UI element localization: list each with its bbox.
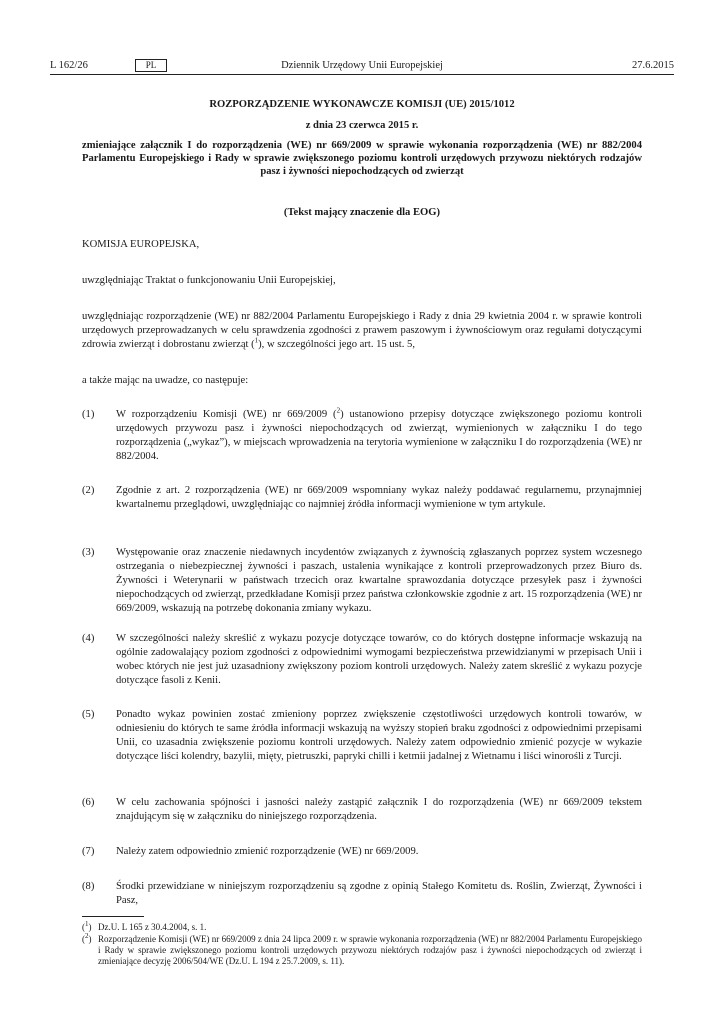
publication-date: 27.6.2015 bbox=[632, 60, 674, 71]
page-header bbox=[50, 58, 674, 75]
recital-number: (6) bbox=[82, 797, 95, 808]
citation-text-b: ), w szczególności jego art. 15 ust. 5, bbox=[258, 339, 415, 350]
recital-text: Zgodnie z art. 2 rozporządzenia (WE) nr 669/2009 wspomniany wykaz należy poddawać regularnemu, przynajmniej kwartalnemu przeglądowi, uwzględniając co najmniej źródła informacji wymienione w tym artykule. bbox=[116, 485, 642, 510]
footnote-mark: ($^2$) bbox=[82, 932, 92, 944]
regulation-subject: zmieniające załącznik I do rozporządzenia (WE) nr 669/2009 w sprawie wykonania rozporządzenia (WE) nr 882/2004 Parlamentu Europejskiego i Rady w sprawie zwiększonego poziomu kontroli urzędowych przywozu niektórych rodzajów pasz i żywności niepochodzących od zwierząt bbox=[82, 140, 642, 177]
recital-number: (2) bbox=[82, 485, 95, 496]
journal-title: Dziennik Urzędowy Unii Europejskiej bbox=[281, 60, 443, 71]
eea-relevance: (Tekst mający znaczenie dla EOG) bbox=[283, 207, 441, 218]
footnote-ref[interactable]: 1 bbox=[254, 336, 259, 345]
journal-reference: L 162/26 bbox=[50, 60, 88, 71]
recital-text: Występowanie oraz znaczenie niedawnych incydentów związanych z żywnością zgłaszanych poprzez system wczesnego ostrzegania o niebezpiecznej żywności i paszach, ustalenia wynikające z kontroli przeprowadzonych przez Biuro ds. Żywności i Weterynarii w państwach trzecich oraz kwartalne sprawozdania dotyczące przesyłek pasz i żywności niepochodzących od zwierząt, przedkładane Komisji przez państwa członkowskie zgodnie z art. 15 rozporządzenia (WE) nr 669/2009, wskazują na potrzebę dokonania zmiany wykazu. bbox=[116, 547, 642, 614]
recital-number: (3) bbox=[82, 547, 95, 558]
commission-heading: KOMISJA EUROPEJSKA, bbox=[82, 239, 200, 250]
treaty-citation: uwzględniając Traktat o funkcjonowaniu Unii Europejskiej, bbox=[82, 275, 336, 286]
footnote-mark-number: 2 bbox=[85, 932, 89, 940]
recital-number: (8) bbox=[82, 881, 95, 892]
footnote-divider bbox=[82, 916, 144, 917]
footnote-mark: ($^1$) bbox=[82, 920, 92, 932]
citation-text-a: uwzględniając rozporządzenie (WE) nr 882/2004 Parlamentu Europejskiego i Rady z dnia 29 kwietnia 2004 r. w sprawie kontroli urzędowych przeprowadzanych w celu sprawdzenia zgodności z prawem paszowym i żywnościowym oraz regułami dotyczącymi zdrowia zwierząt i dobrostanu zwierząt ( bbox=[82, 311, 642, 350]
recital-text: Ponadto wykaz powinien zostać zmieniony poprzez zwiększenie częstotliwości urzędowych kontroli towarów, w odniesieniu do których te same źródła informacji wskazują na wyższy stopień braku zgodności z odpowiednimi przepisami Unii, co uzasadnia zwiększenie poziomu kontroli urzędowych. Należy zatem odpowiednio zmienić pozycje w wykazie dotyczące liści kolendry, bazylii, mięty, pietruszki, papryki chilli i ketmii jadalnej z Wietnamu i liści winorośli z Turcji. bbox=[116, 709, 642, 762]
recital-text: W szczególności należy skreślić z wykazu pozycje dotyczące towarów, co do których dostępne informacje wskazują na ogólnie zadowalający poziom zgodności z odpowiednimi wymogami bezpieczeństwa przewidzianymi w przepisach Unii i wobec których nie jest już uzasadniony zwiększony poziom kontroli urzędowych. Należy zatem skreślić z wykazu pozycje dotyczące fasoli z Kenii. bbox=[116, 633, 642, 686]
recital-text: Należy zatem odpowiednio zmienić rozporządzenie (WE) nr 669/2009. bbox=[116, 846, 419, 857]
recital-text-b: ) ustanowiono przepisy dotyczące zwiększonego poziomu kontroli urzędowych przywozu pasz i żywności niepochodzących od zwierząt, wymienionych w załączniku I do tego rozporządzenia („wykaz”), w miejscach wprowadzenia na terytoria wymienione w załączniku I do rozporządzenia (WE) nr 882/2004. bbox=[116, 409, 643, 462]
recital-number: (1) bbox=[82, 409, 95, 420]
recital-text-a: W rozporządzeniu Komisji (WE) nr 669/2009 ( bbox=[116, 409, 337, 420]
recital-text: W celu zachowania spójności i jasności należy zastąpić załącznik I do rozporządzenia (WE) nr 669/2009 tekstem znajdującym się w załączniku do niniejszego rozporządzenia. bbox=[116, 797, 642, 822]
recital-number: (5) bbox=[82, 709, 95, 720]
footnote-ref[interactable]: 2 bbox=[336, 406, 341, 415]
recital-text: Środki przewidziane w niniejszym rozporządzeniu są zgodne z opinią Stałego Komitetu ds. Roślin, Zwierząt, Żywności i Pasz, bbox=[116, 881, 642, 906]
recital-text bbox=[116, 408, 642, 464]
recital-number: (4) bbox=[82, 633, 95, 644]
footnote-mark-number: 1 bbox=[85, 920, 89, 928]
regulation-title: ROZPORZĄDZENIE WYKONAWCZE KOMISJI (UE) 2015/1012 bbox=[209, 99, 515, 110]
regulation-date: z dnia 23 czerwca 2015 r. bbox=[305, 120, 419, 131]
whereas-intro: a także mając na uwadze, co następuje: bbox=[82, 375, 249, 386]
footnote-text: Dz.U. L 165 z 30.4.2004, s. 1. bbox=[98, 922, 207, 932]
language-badge: PL bbox=[135, 59, 167, 72]
regulation-citation bbox=[82, 310, 642, 352]
footnote-text: Rozporządzenie Komisji (WE) nr 669/2009 z dnia 24 lipca 2009 r. w sprawie wykonania rozporządzenia (WE) nr 882/2004 Parlamentu Europejskiego i Rady w sprawie zwiększonego poziomu kontroli urzędowych przywozu niektórych rodzajów pasz i żywności niepochodzących od zwierząt i zmieniające decyzję 2006/504/WE (Dz.U. L 194 z 25.7.2009, s. 11). bbox=[98, 934, 642, 966]
recital-number: (7) bbox=[82, 846, 95, 857]
